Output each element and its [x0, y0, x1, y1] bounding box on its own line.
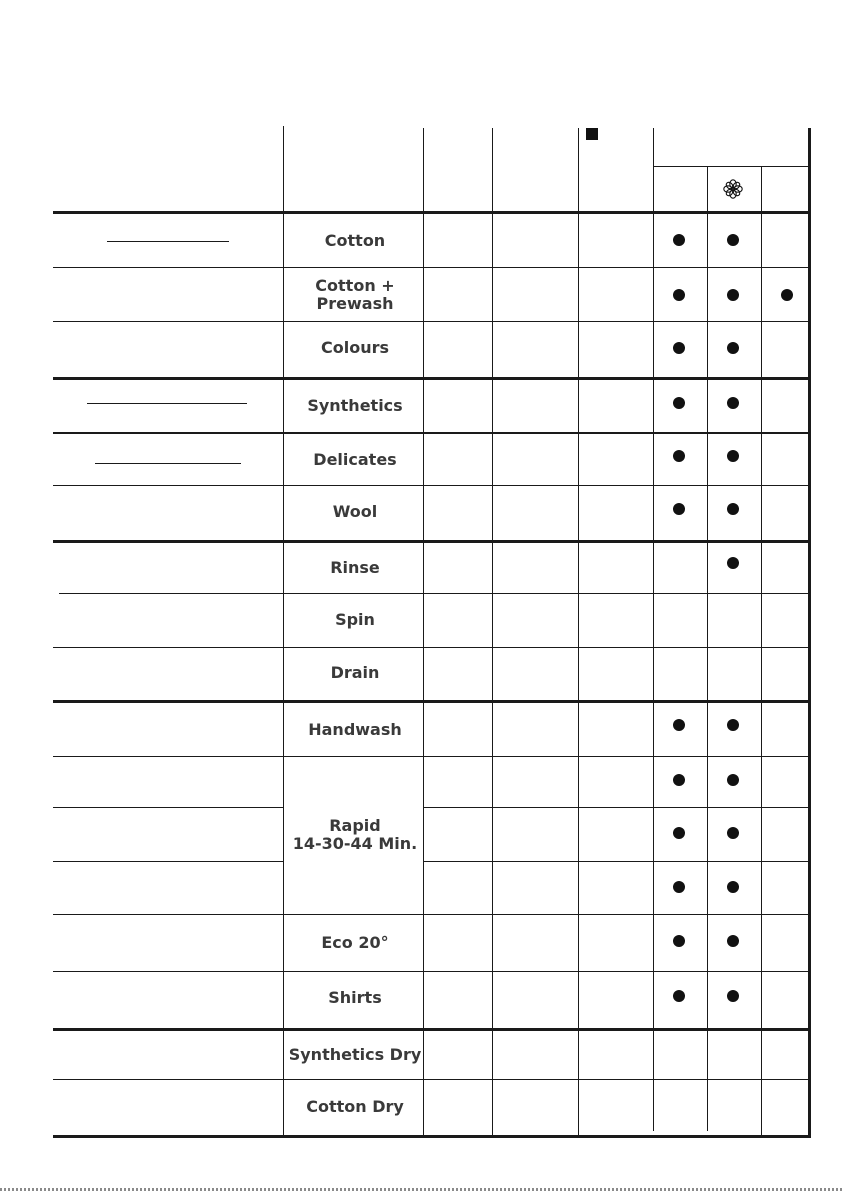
dot-mark	[673, 774, 685, 786]
program-label: Synthetics Dry	[288, 1045, 422, 1064]
dot-mark	[673, 935, 685, 947]
column-divider	[283, 126, 284, 1136]
program-label: Wool	[332, 502, 378, 521]
dot-mark	[727, 881, 739, 893]
section-rule	[53, 1135, 810, 1138]
program-label: Synthetics	[307, 396, 403, 415]
dot-mark	[673, 397, 685, 409]
dot-mark	[673, 450, 685, 462]
dot-mark	[727, 450, 739, 462]
section-rule	[53, 700, 810, 703]
program-label: Drain	[330, 663, 380, 682]
header-subrule	[653, 166, 810, 167]
column-divider	[578, 128, 579, 1136]
row-rule	[423, 861, 810, 862]
dot-mark	[727, 557, 739, 569]
row-rule	[53, 267, 810, 268]
blank-underline	[87, 403, 247, 404]
row-rule	[53, 485, 810, 486]
column-divider	[653, 128, 654, 1131]
program-label: Shirts	[328, 988, 382, 1007]
dot-mark	[673, 990, 685, 1002]
section-rule	[53, 540, 808, 543]
row-rule	[53, 756, 810, 757]
dot-mark	[727, 935, 739, 947]
row-rule	[53, 807, 283, 808]
section-rule	[53, 211, 810, 214]
dot-mark	[673, 289, 685, 301]
row-rule	[53, 1079, 810, 1080]
dot-mark	[673, 881, 685, 893]
program-label: Handwash	[308, 720, 402, 739]
dot-mark	[781, 289, 793, 301]
program-label: Rinse	[330, 558, 380, 577]
program-label: Cotton + Prewash	[315, 276, 395, 313]
dot-mark	[727, 342, 739, 354]
flower-softener-icon	[722, 178, 744, 200]
dot-mark	[727, 289, 739, 301]
column-divider	[707, 167, 708, 1131]
row-rule	[53, 971, 810, 972]
dot-mark	[727, 990, 739, 1002]
row-rule	[53, 861, 283, 862]
dot-mark	[727, 774, 739, 786]
blank-underline	[95, 463, 241, 464]
dot-mark	[673, 719, 685, 731]
program-label: Eco 20°	[321, 933, 389, 952]
dot-mark	[727, 397, 739, 409]
program-label: Colours	[320, 338, 389, 357]
column-divider	[761, 167, 762, 1136]
program-label: Spin	[335, 610, 375, 629]
dot-mark	[727, 719, 739, 731]
square-icon	[586, 128, 598, 140]
dot-mark	[673, 503, 685, 515]
section-rule	[53, 377, 810, 380]
page-edge-dots	[0, 1188, 843, 1191]
dot-mark	[727, 827, 739, 839]
program-label: Rapid 14-30-44 Min.	[292, 816, 418, 853]
column-divider	[492, 128, 493, 1136]
program-label: Delicates	[313, 450, 397, 469]
row-rule	[53, 321, 810, 322]
table-right-border	[808, 128, 811, 1138]
row-rule	[53, 647, 810, 648]
row-rule	[423, 807, 810, 808]
dot-mark	[673, 342, 685, 354]
row-rule	[53, 914, 810, 915]
row-rule	[59, 593, 810, 594]
program-label: Cotton Dry	[306, 1097, 404, 1116]
blank-underline	[107, 241, 229, 242]
dot-mark	[727, 503, 739, 515]
program-label: Cotton	[324, 231, 386, 250]
dot-mark	[673, 234, 685, 246]
dot-mark	[673, 827, 685, 839]
dot-mark	[727, 234, 739, 246]
row-rule	[53, 432, 810, 434]
section-rule	[53, 1028, 810, 1031]
